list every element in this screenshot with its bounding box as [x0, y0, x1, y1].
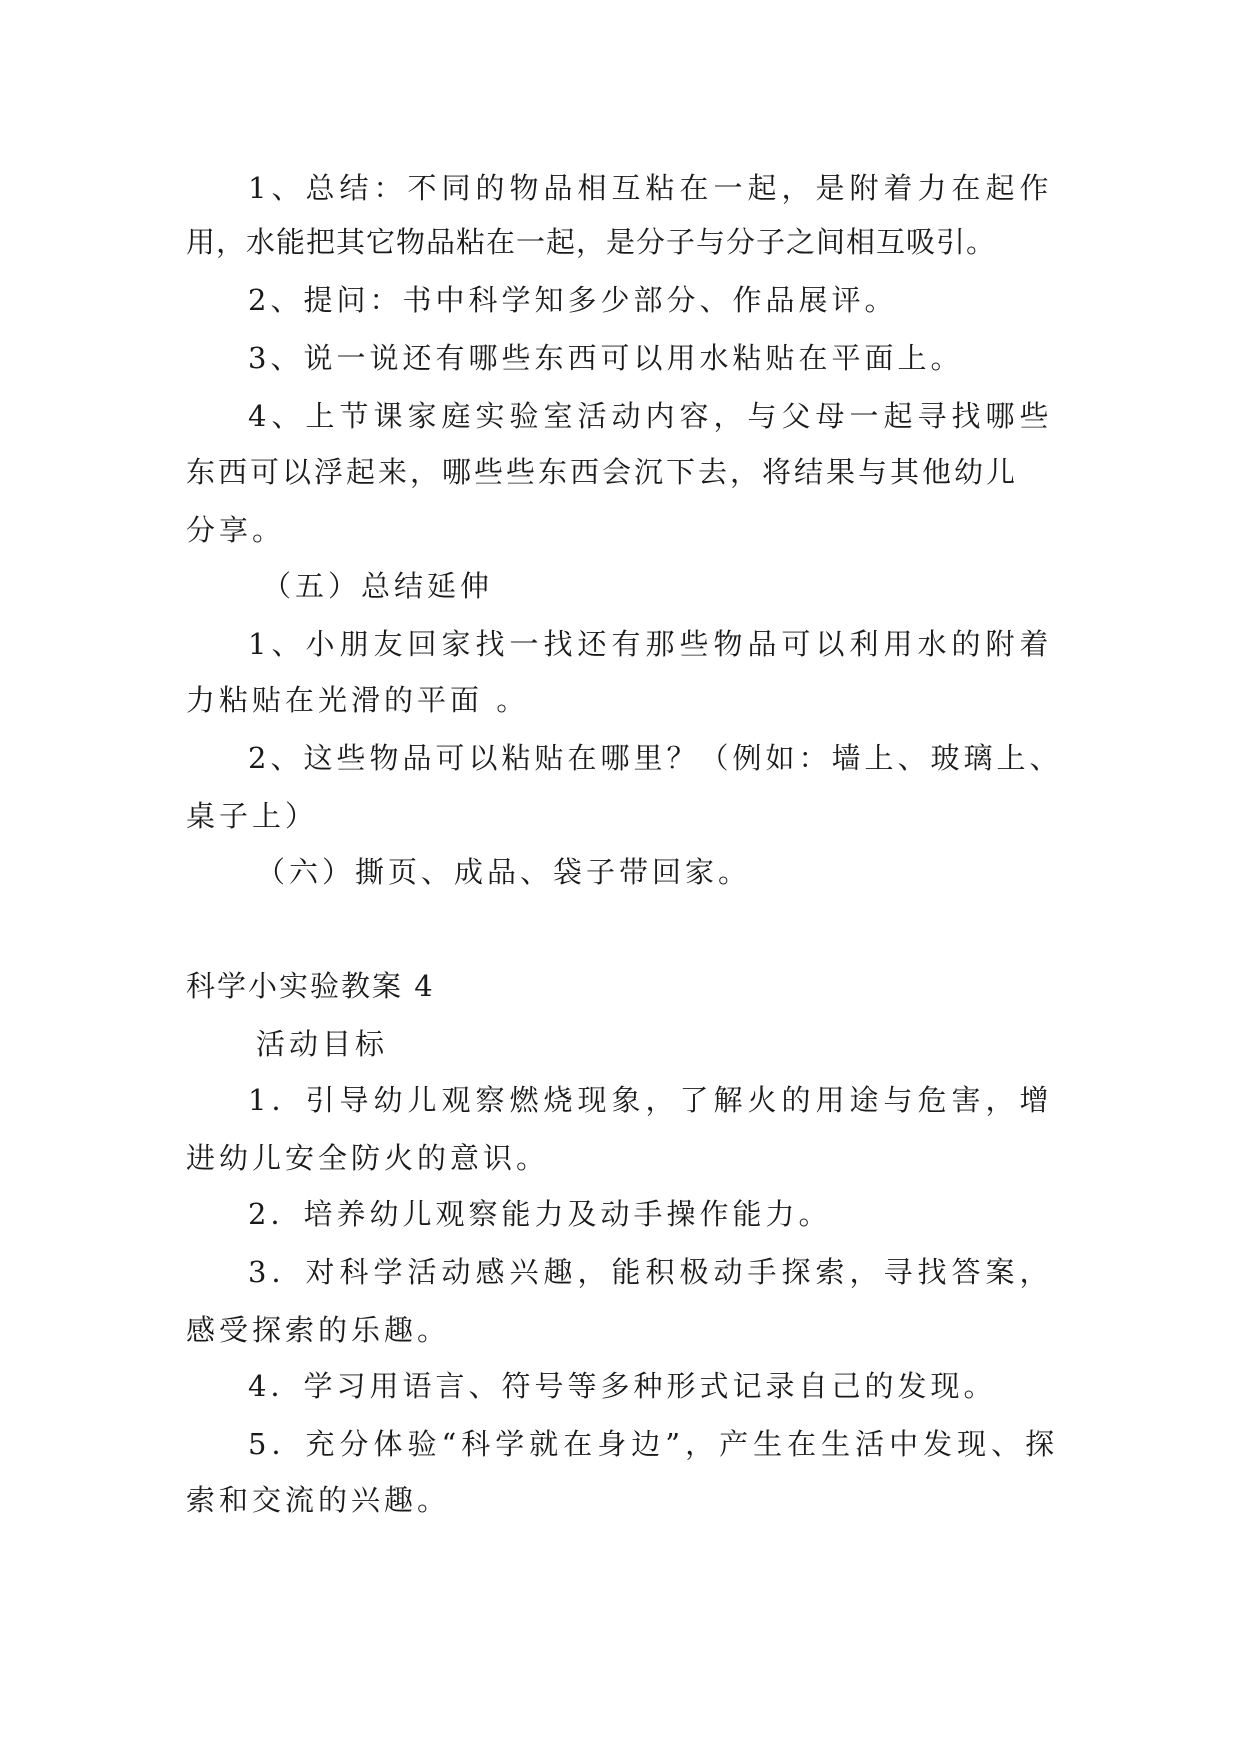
- paragraph-line: 5．充分体验“科学就在身边”，产生在生活中发现、探: [248, 1427, 1060, 1461]
- paragraph-line: 感受探索的乐趣。: [186, 1313, 451, 1347]
- paragraph-line: 3．对科学活动感兴趣，能积极动手探索，寻找答案，: [248, 1255, 1054, 1289]
- paragraph-line: 1．引导幼儿观察燃烧现象，了解火的用途与危害，增: [248, 1083, 1054, 1117]
- paragraph-line: 3、说一说还有哪些东西可以用水粘贴在平面上。: [248, 341, 964, 375]
- paragraph-line: 索和交流的兴趣。: [186, 1483, 451, 1517]
- paragraph-line: 2．培养幼儿观察能力及动手操作能力。: [248, 1197, 832, 1231]
- paragraph-line: 用，水能把其它物品粘在一起，是分子与分子之间相互吸引。: [186, 225, 997, 259]
- paragraph-line: 力粘贴在光滑的平面 。: [186, 683, 530, 717]
- paragraph-line: 2、这些物品可以粘贴在哪里？（例如：墙上、玻璃上、: [248, 741, 1063, 775]
- document-title: 科学小实验教案 4: [186, 969, 435, 1003]
- paragraph-line: 东西可以浮起来，哪些些东西会沉下去，将结果与其他幼儿: [186, 455, 1019, 489]
- section-heading: （六）撕页、成品、袋子带回家。: [256, 855, 752, 889]
- paragraph-line: 4．学习用语言、符号等多种形式记录自己的发现。: [248, 1369, 997, 1403]
- paragraph-line: 桌子上）: [186, 799, 319, 833]
- paragraph-line: 2、提问：书中科学知多少部分、作品展评。: [248, 283, 898, 317]
- paragraph-line: 1、总结：不同的物品相互粘在一起，是附着力在起作: [248, 171, 1054, 205]
- section-heading: （五）总结延伸: [262, 569, 494, 603]
- paragraph-line: 1、小朋友回家找一找还有那些物品可以利用水的附着: [248, 627, 1054, 661]
- section-heading: 活动目标: [256, 1027, 389, 1061]
- paragraph-line: 4、上节课家庭实验室活动内容，与父母一起寻找哪些: [248, 399, 1054, 433]
- paragraph-line: 进幼儿安全防火的意识。: [186, 1141, 550, 1175]
- paragraph-line: 分享。: [186, 513, 286, 547]
